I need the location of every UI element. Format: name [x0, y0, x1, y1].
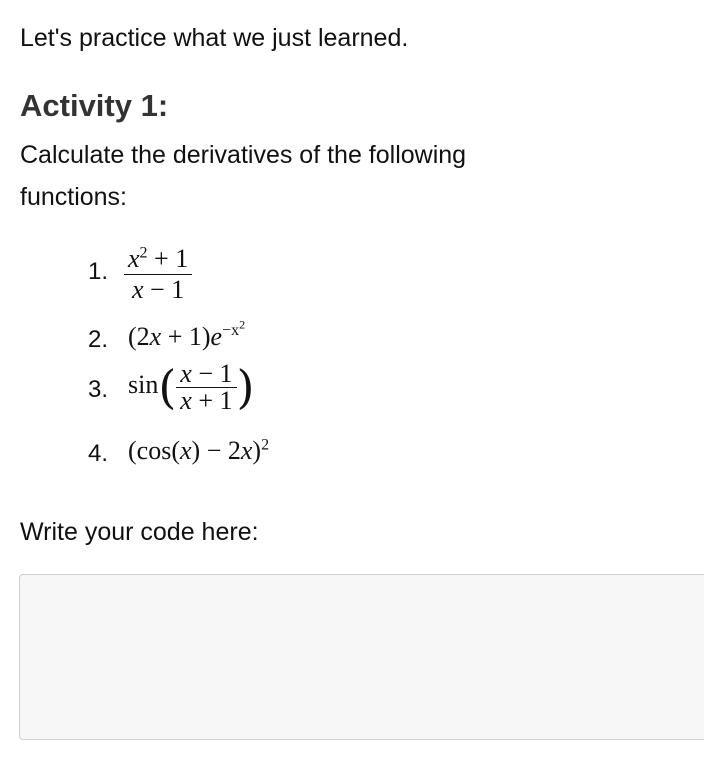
code-prompt-label: Write your code here:	[20, 518, 259, 546]
problem-4-expression: $(\cos(x) - 2x)^2$	[128, 436, 270, 465]
problem-number: 4.	[88, 440, 109, 467]
problem-2-expression: $(2x + 1)e^{-x^2}$	[128, 318, 246, 351]
intro-text: Let's practice what we just learned.	[20, 24, 409, 52]
problem-1-expression: $\frac{x^2 + 1}{x - 1}$	[124, 244, 192, 305]
problem-3-expression: sin( $\frac{x - 1}{x + 1}$ )	[128, 358, 255, 415]
problem-number: 2.	[88, 326, 109, 353]
problem-number: 1.	[88, 258, 109, 285]
activity-title: Activity 1:	[20, 88, 169, 123]
problem-number: 3.	[88, 376, 109, 403]
code-input-area[interactable]	[19, 574, 704, 740]
activity-instructions: Calculate the derivatives of the following functions:	[20, 141, 467, 211]
